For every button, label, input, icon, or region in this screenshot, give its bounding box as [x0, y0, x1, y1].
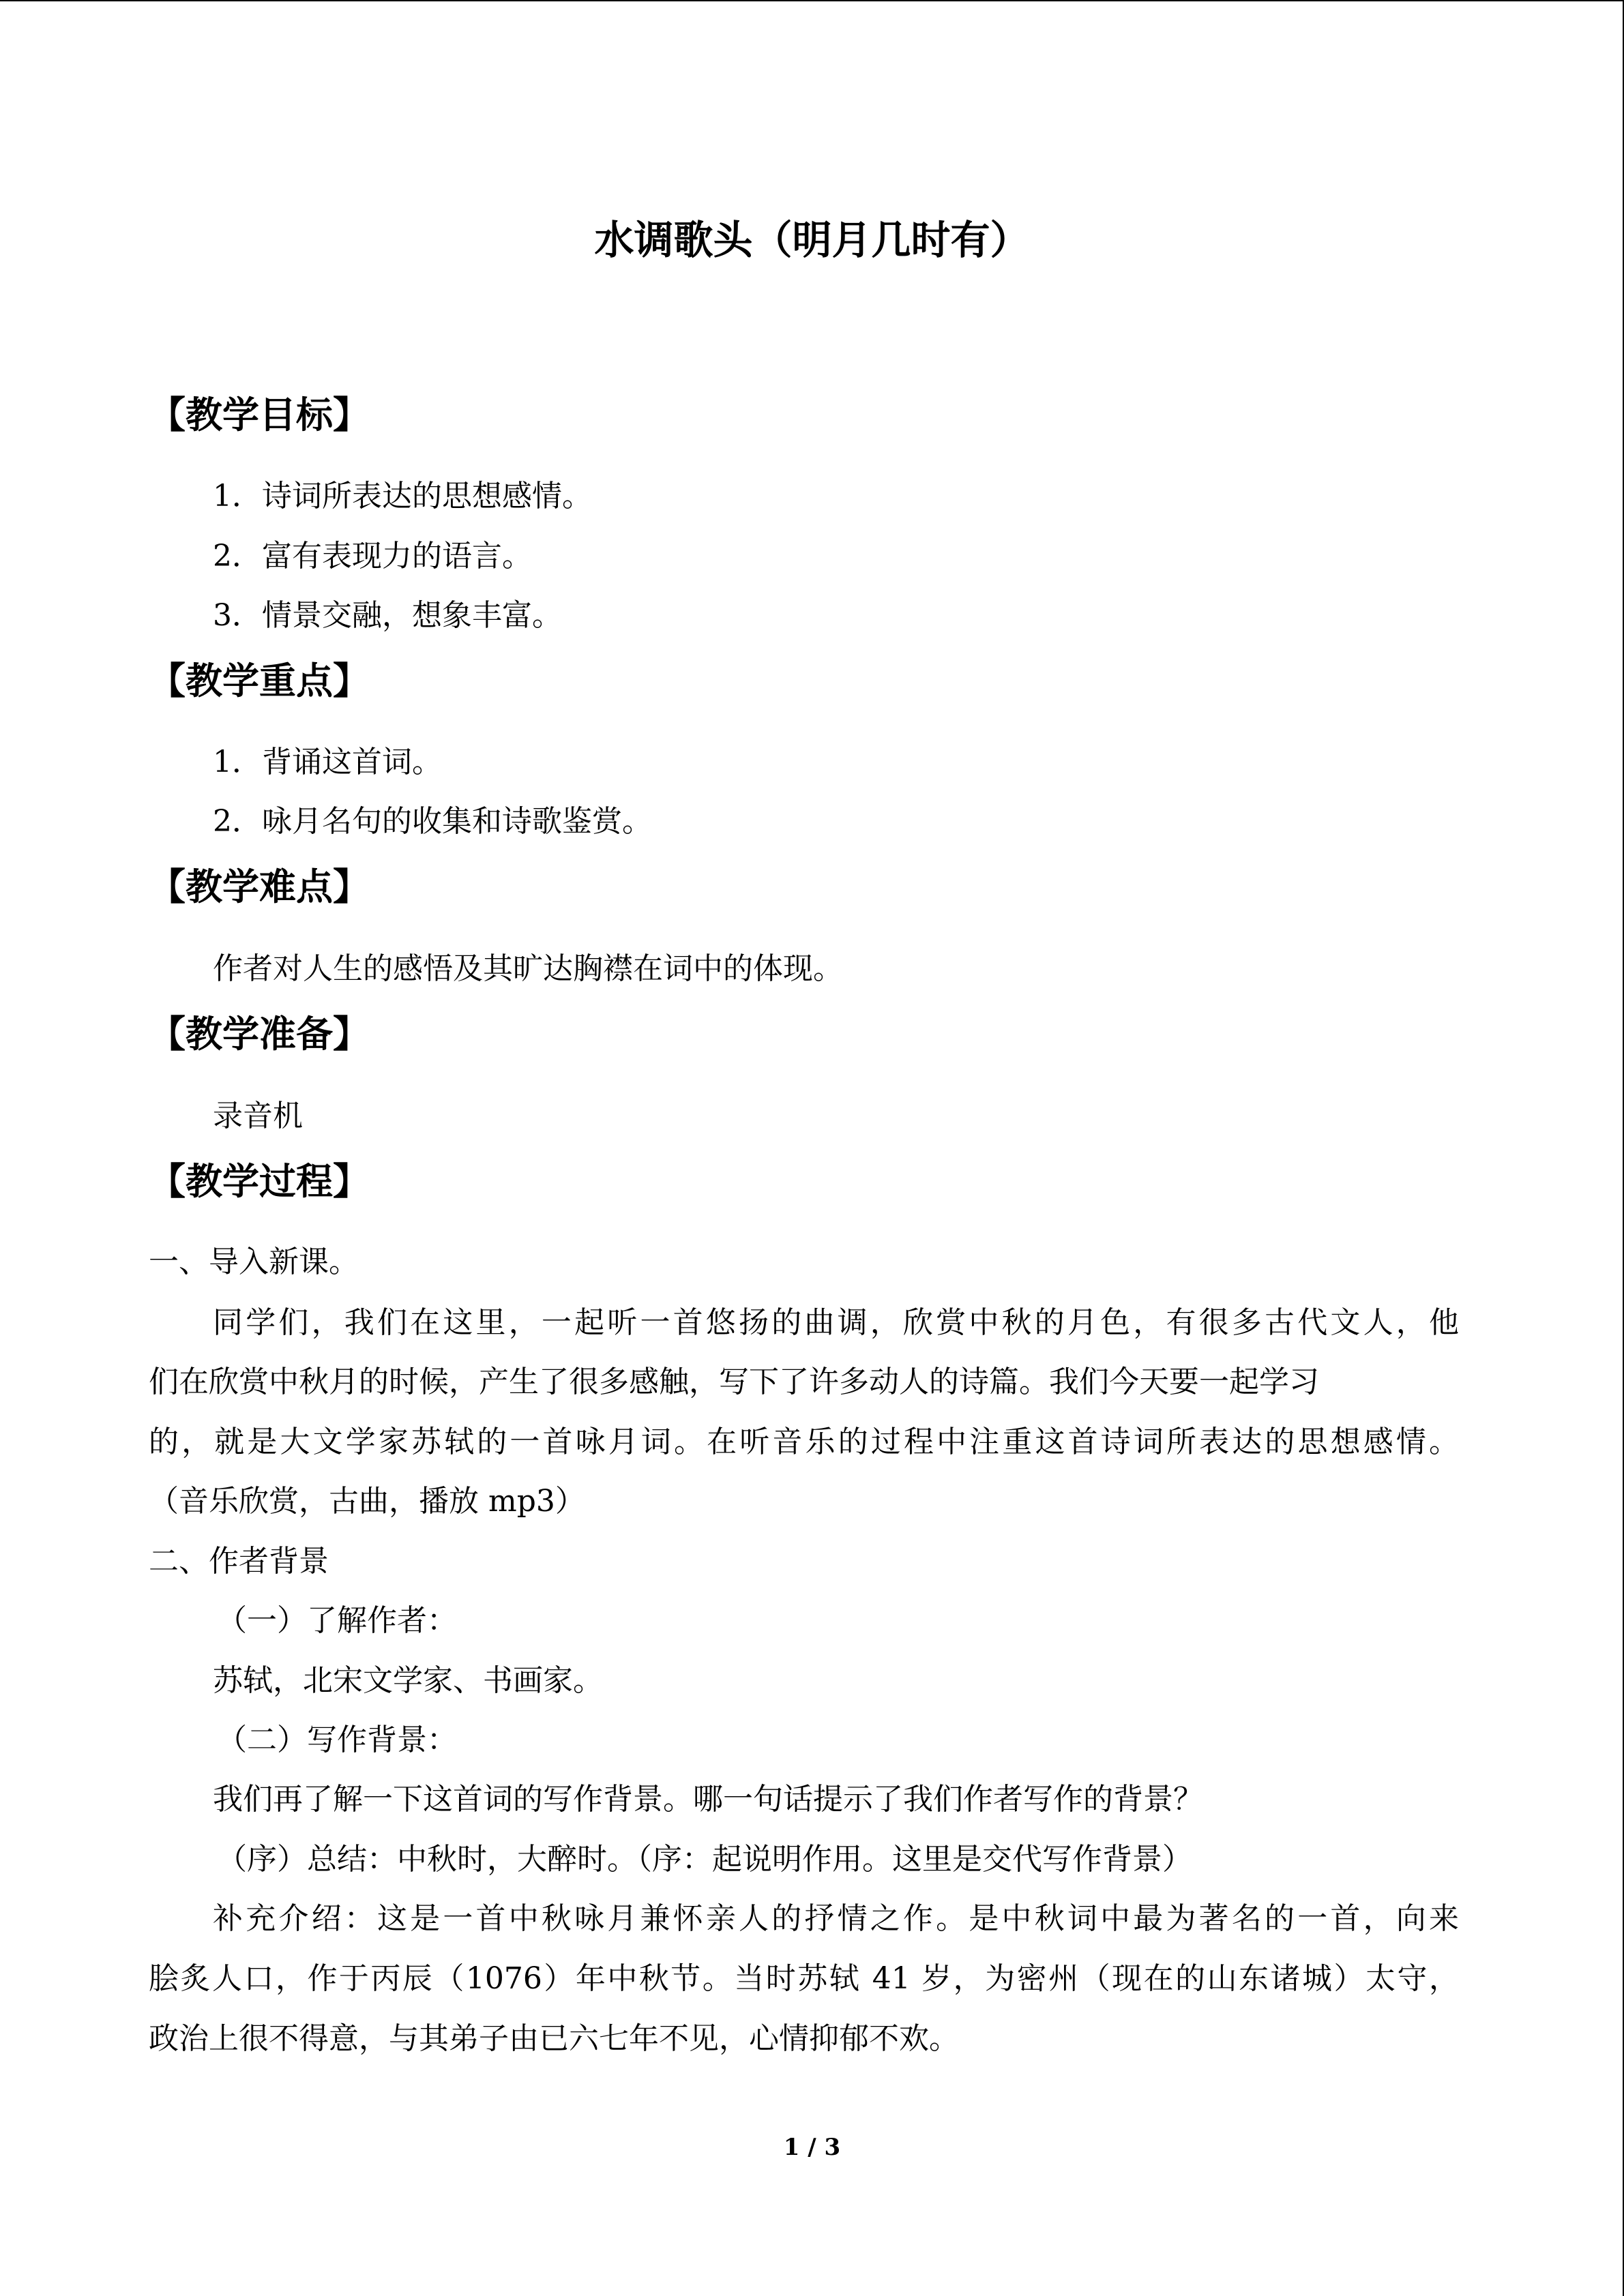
step2-title: 二、作者背景 — [149, 1544, 329, 1579]
step2-supplement-line-1: 补充介绍：这是一首中秋咏月兼怀亲人的抒情之作。是中秋词中最为著名的一首，向来 — [213, 1901, 1459, 1936]
step2-sub2-text: 我们再了解一下这首词的写作背景。哪一句话提示了我们作者写作的背景？ — [213, 1782, 1203, 1817]
step1-para-line-1: 同学们，我们在这里，一起听一首悠扬的曲调，欣赏中秋的月色，有很多古代文人，他 — [213, 1305, 1459, 1340]
objective-item-3: 3．情景交融，想象丰富。 — [213, 598, 562, 633]
step2-supplement-line-2: 脍炙人口，作于丙辰（1076）年中秋节。当时苏轼 41 岁，为密州（现在的山东诸城）太守， — [149, 1961, 1459, 1996]
step1-title: 一、导入新课。 — [149, 1244, 359, 1279]
step1-para-line-2: 们在欣赏中秋月的时候，产生了很多感触，写下了许多动人的诗篇。我们今天要一起学习 — [149, 1365, 1319, 1399]
step1-para-line-4: （音乐欣赏，古曲，播放 mp3） — [149, 1484, 585, 1519]
step1-para-line-3: 的，就是大文学家苏轼的一首咏月词。在听音乐的过程中注重这首诗词所表达的思想感情。 — [149, 1425, 1459, 1459]
page-number: 1 / 3 — [783, 2134, 841, 2161]
objective-item-1: 1．诗词所表达的思想感情。 — [213, 479, 592, 513]
step2-supplement-line-3: 政治上很不得意，与其弟子由已六七年不见，心情抑郁不欢。 — [149, 2021, 959, 2056]
key-point-item-1: 1．背诵这首词。 — [213, 745, 442, 779]
heading-key-points: 【教学重点】 — [149, 659, 370, 702]
step2-sub1-text: 苏轼，北宋文学家、书画家。 — [213, 1663, 603, 1698]
page-title: 水调歌头（明月几时有） — [594, 217, 1030, 263]
step2-summary: （序）总结：中秋时，大醉时。（序：起说明作用。这里是交代写作背景） — [217, 1842, 1192, 1877]
objective-item-2: 2．富有表现力的语言。 — [213, 539, 532, 573]
heading-difficulties: 【教学难点】 — [149, 865, 370, 908]
heading-preparation: 【教学准备】 — [149, 1012, 370, 1056]
step2-sub1-title: （一）了解作者： — [217, 1603, 457, 1638]
step2-sub2-title: （二）写作背景： — [217, 1723, 457, 1757]
heading-process: 【教学过程】 — [149, 1159, 370, 1203]
preparation-text: 录音机 — [213, 1099, 303, 1133]
difficulties-text: 作者对人生的感悟及其旷达胸襟在词中的体现。 — [213, 951, 843, 986]
heading-objectives: 【教学目标】 — [149, 393, 370, 436]
key-point-item-2: 2．咏月名句的收集和诗歌鉴赏。 — [213, 804, 652, 839]
